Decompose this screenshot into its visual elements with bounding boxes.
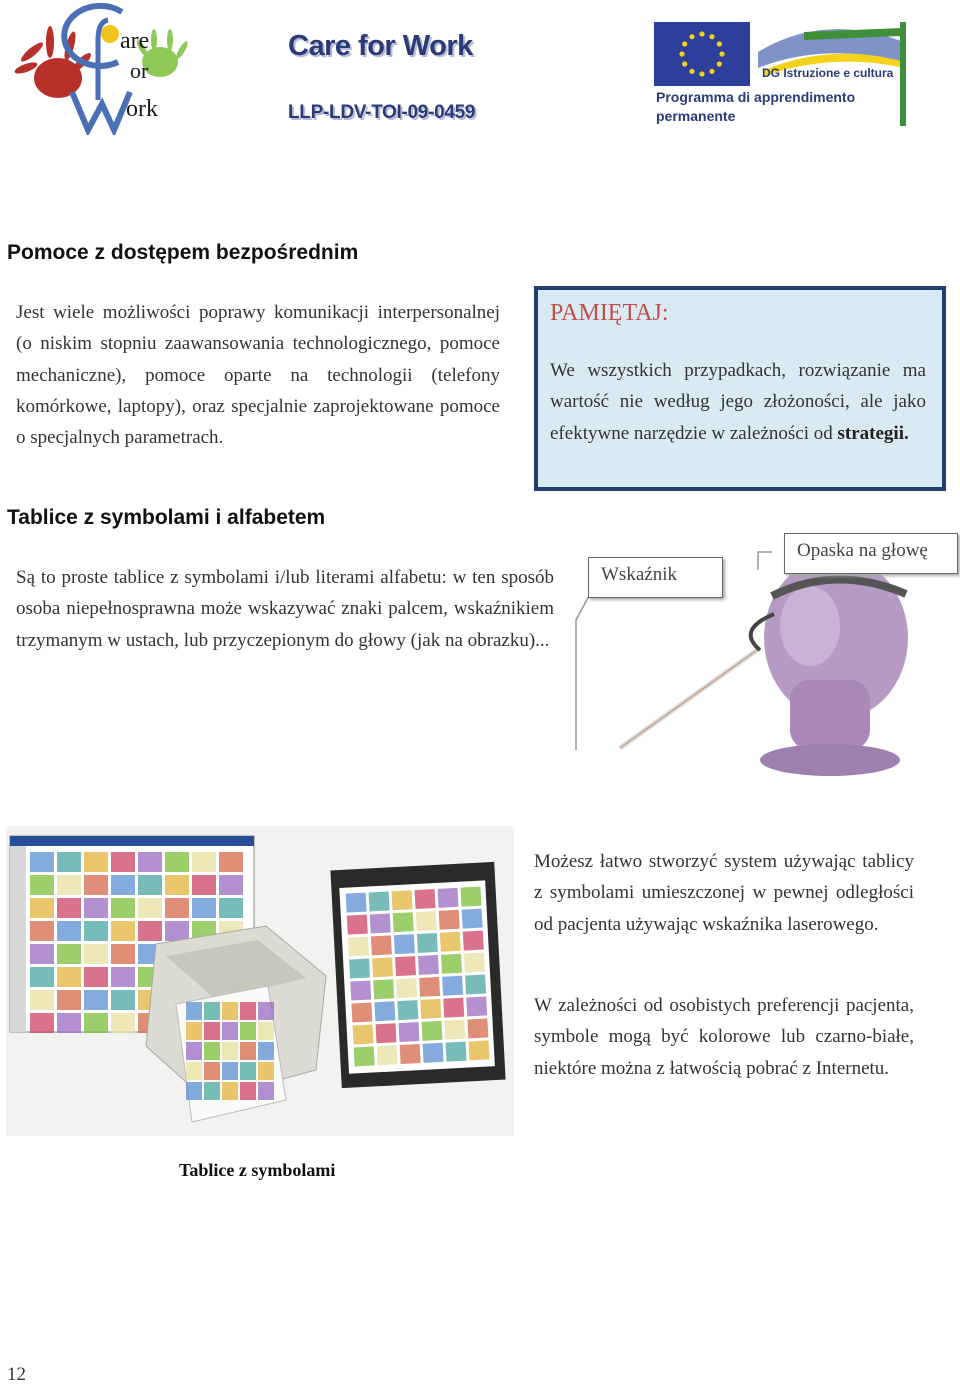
- symbol-cell-icon: [354, 1046, 375, 1066]
- symbol-cell-icon: [111, 944, 135, 964]
- symbol-cell-icon: [438, 888, 459, 908]
- symbol-cell-icon: [222, 1002, 238, 1020]
- symbol-cell-icon: [84, 852, 108, 872]
- symbol-cell-icon: [186, 1022, 202, 1040]
- symbol-cell-icon: [258, 1082, 274, 1100]
- symbol-cell-icon: [441, 954, 462, 974]
- eu-star-icon: [709, 69, 714, 74]
- symbol-cell-icon: [417, 933, 438, 953]
- symbol-cell-icon: [165, 921, 189, 941]
- logo-text-ork: ork: [126, 96, 158, 122]
- section-heading-direct-access: Pomoce z dostępem bezpośrednim: [7, 241, 359, 264]
- eu-star-icon: [679, 51, 684, 56]
- eu-star-icon: [699, 71, 704, 76]
- symbol-cell-icon: [469, 1040, 490, 1060]
- symbol-cell-icon: [397, 1000, 418, 1020]
- symbol-cell-icon: [30, 852, 54, 872]
- symbol-cell-icon: [57, 1013, 81, 1033]
- symbol-cell-icon: [423, 1043, 444, 1063]
- eu-logo-line-2: Programma di apprendimento: [656, 89, 856, 105]
- symbol-cell-icon: [84, 944, 108, 964]
- section1-paragraph: Jest wiele możliwości poprawy komunikacji interpersonalnej (o niskim stopniu zaawansowania technologicznego, pomoce mechaniczne), pomoce oparte na technologii (telefony komórkowe, laptopy), oraz specjalnie zaprojektowane pomoce o specjalnych parametrach.: [16, 302, 500, 449]
- symbol-cell-icon: [415, 889, 436, 909]
- symbol-cell-icon: [421, 1021, 442, 1041]
- symbol-cell-icon: [351, 1002, 372, 1022]
- symbol-cell-icon: [418, 955, 439, 975]
- symbol-cell-icon: [192, 852, 216, 872]
- symbol-cell-icon: [222, 1042, 238, 1060]
- symbol-cell-icon: [111, 875, 135, 895]
- symbol-cell-icon: [347, 915, 368, 935]
- right-paragraph-1: Możesz łatwo stworzyć system używając tablicy z symbolami umieszczonej w pewnej odległości od pacjenta używając wskaźnika laserowego.: [534, 851, 914, 935]
- page-number: 12: [7, 1364, 26, 1385]
- symbol-cell-icon: [419, 977, 440, 997]
- callout-headband: Opaska na głowę: [784, 533, 958, 574]
- symbol-cell-icon: [369, 891, 390, 911]
- symbol-cell-icon: [398, 1022, 419, 1042]
- symbol-cell-icon: [222, 1062, 238, 1080]
- printer-symbol-boards-photo: [6, 826, 514, 1136]
- symbol-cell-icon: [372, 957, 393, 977]
- eu-logo-line-1: DG Istruzione e cultura: [762, 66, 894, 80]
- symbol-cell-icon: [346, 893, 367, 913]
- symbol-cell-icon: [186, 1082, 202, 1100]
- symbol-cell-icon: [348, 937, 369, 957]
- logo-text-or: or: [130, 58, 149, 83]
- symbol-cell-icon: [442, 976, 463, 996]
- symbol-cell-icon: [138, 898, 162, 918]
- symbol-cell-icon: [30, 875, 54, 895]
- symbol-cell-icon: [465, 974, 486, 994]
- symbol-cell-icon: [57, 944, 81, 964]
- eu-star-icon: [682, 41, 687, 46]
- symbol-cell-icon: [30, 921, 54, 941]
- symbol-cell-icon: [240, 1022, 256, 1040]
- eu-star-icon: [699, 31, 704, 36]
- remember-text-bold: strategii.: [837, 422, 909, 444]
- section-heading-symbol-boards: Tablice z symbolami i alfabetem: [7, 506, 326, 529]
- symbol-cell-icon: [57, 967, 81, 987]
- symbol-cell-icon: [111, 898, 135, 918]
- project-code: LLP-LDV-TOI-09-0459: [288, 102, 476, 123]
- right-paragraph-2: W zależności od osobistych preferencji pacjenta, symbole mogą być kolorowe lub czarno-białe, niektóre można z łatwością pobrać z Internetu.: [534, 995, 914, 1079]
- symbol-cell-icon: [204, 1002, 220, 1020]
- symbol-cell-icon: [440, 932, 461, 952]
- symbol-cell-icon: [186, 1042, 202, 1060]
- symbol-cell-icon: [111, 852, 135, 872]
- symbol-cell-icon: [353, 1024, 374, 1044]
- header-title: Care for Work: [288, 30, 473, 62]
- symbol-cell-icon: [57, 898, 81, 918]
- symbol-cell-icon: [192, 898, 216, 918]
- remember-text: [550, 355, 926, 449]
- symbol-cell-icon: [30, 1013, 54, 1033]
- symbol-cell-icon: [258, 1062, 274, 1080]
- symbol-cell-icon: [186, 1002, 202, 1020]
- symbol-cell-icon: [111, 921, 135, 941]
- symbol-cell-icon: [204, 1062, 220, 1080]
- symbol-cell-icon: [240, 1082, 256, 1100]
- symbol-cell-icon: [84, 898, 108, 918]
- symbol-cell-icon: [84, 990, 108, 1010]
- eu-logo-line-3: permanente: [656, 108, 736, 124]
- symbol-cell-icon: [219, 898, 243, 918]
- symbol-cell-icon: [463, 931, 484, 951]
- symbol-cell-icon: [57, 852, 81, 872]
- symbol-cell-icon: [84, 921, 108, 941]
- symbol-cell-icon: [466, 996, 487, 1016]
- symbol-cell-icon: [165, 898, 189, 918]
- symbol-cell-icon: [165, 852, 189, 872]
- symbol-cell-icon: [240, 1062, 256, 1080]
- symbol-cell-icon: [258, 1042, 274, 1060]
- symbol-cell-icon: [57, 875, 81, 895]
- remember-title: PAMIĘTAJ:: [550, 300, 669, 326]
- eu-star-icon: [717, 41, 722, 46]
- eu-star-icon: [689, 34, 694, 39]
- symbol-cell-icon: [84, 967, 108, 987]
- eu-star-icon: [709, 34, 714, 39]
- symbol-cell-icon: [111, 967, 135, 987]
- eu-star-icon: [682, 61, 687, 66]
- symbol-cell-icon: [57, 921, 81, 941]
- symbol-cell-icon: [84, 875, 108, 895]
- symbol-cell-icon: [439, 910, 460, 930]
- symbol-cell-icon: [222, 1022, 238, 1040]
- symbol-cell-icon: [138, 921, 162, 941]
- symbol-cell-icon: [84, 1013, 108, 1033]
- symbol-cell-icon: [396, 978, 417, 998]
- symbol-cell-icon: [460, 887, 481, 907]
- symbol-cell-icon: [258, 1002, 274, 1020]
- symbol-cell-icon: [30, 898, 54, 918]
- symbol-cell-icon: [370, 913, 391, 933]
- symbol-cell-icon: [138, 875, 162, 895]
- symbol-cell-icon: [222, 1082, 238, 1100]
- care-for-work-logo-icon: [10, 0, 200, 135]
- symbol-cell-icon: [377, 1045, 398, 1065]
- symbol-cell-icon: [204, 1082, 220, 1100]
- eu-star-icon: [717, 61, 722, 66]
- symbol-cell-icon: [392, 890, 413, 910]
- symbol-cell-icon: [138, 852, 162, 872]
- symbol-cell-icon: [443, 998, 464, 1018]
- remember-text-body: We wszystkich przypadkach, rozwiązanie ma wartość nie według jego złożoności, ale jako efektywne narzędzie w zależności od: [550, 360, 926, 444]
- symbol-cell-icon: [444, 1020, 465, 1040]
- section2-paragraph: Są to proste tablice z symbolami i/lub literami alfabetu: w ten sposób osoba niepełnosprawna może wskazywać znaki palcem, wskaźnikiem trzymanym w ustach, lub przyczepionym do głowy (jak na obrazku)...: [16, 567, 554, 651]
- symbol-cell-icon: [30, 944, 54, 964]
- symbol-cell-icon: [416, 911, 437, 931]
- symbol-cell-icon: [204, 1022, 220, 1040]
- symbol-cell-icon: [219, 875, 243, 895]
- symbol-cell-icon: [350, 981, 371, 1001]
- symbol-cell-icon: [258, 1022, 274, 1040]
- symbol-cell-icon: [165, 875, 189, 895]
- symbol-cell-icon: [204, 1042, 220, 1060]
- eu-star-icon: [689, 69, 694, 74]
- symbol-cell-icon: [400, 1044, 421, 1064]
- symbol-cell-icon: [186, 1062, 202, 1080]
- symbol-cell-icon: [373, 979, 394, 999]
- symbol-cell-icon: [420, 999, 441, 1019]
- callout-pointer: Wskaźnik: [588, 557, 723, 598]
- symbol-cell-icon: [111, 1013, 135, 1033]
- symbol-cell-icon: [192, 875, 216, 895]
- symbol-cell-icon: [219, 852, 243, 872]
- symbol-cell-icon: [462, 909, 483, 929]
- symbol-cell-icon: [240, 1042, 256, 1060]
- symbol-cell-icon: [394, 934, 415, 954]
- symbol-cell-icon: [393, 912, 414, 932]
- symbol-cell-icon: [240, 1002, 256, 1020]
- symbol-cell-icon: [349, 959, 370, 979]
- symbol-cell-icon: [57, 990, 81, 1010]
- symbol-cell-icon: [30, 990, 54, 1010]
- symbol-cell-icon: [395, 956, 416, 976]
- symbol-cell-icon: [464, 953, 485, 973]
- symbol-cell-icon: [467, 1018, 488, 1038]
- eu-star-icon: [719, 51, 724, 56]
- symbol-cell-icon: [30, 967, 54, 987]
- symbol-cell-icon: [376, 1023, 397, 1043]
- logo-text-are: are: [120, 28, 150, 54]
- symbol-cell-icon: [374, 1001, 395, 1021]
- care-for-work-logo: [10, 0, 200, 135]
- symbol-cell-icon: [111, 990, 135, 1010]
- symbol-cell-icon: [446, 1042, 467, 1062]
- figure-caption: Tablice z symbolami: [179, 1160, 336, 1180]
- symbol-cell-icon: [371, 935, 392, 955]
